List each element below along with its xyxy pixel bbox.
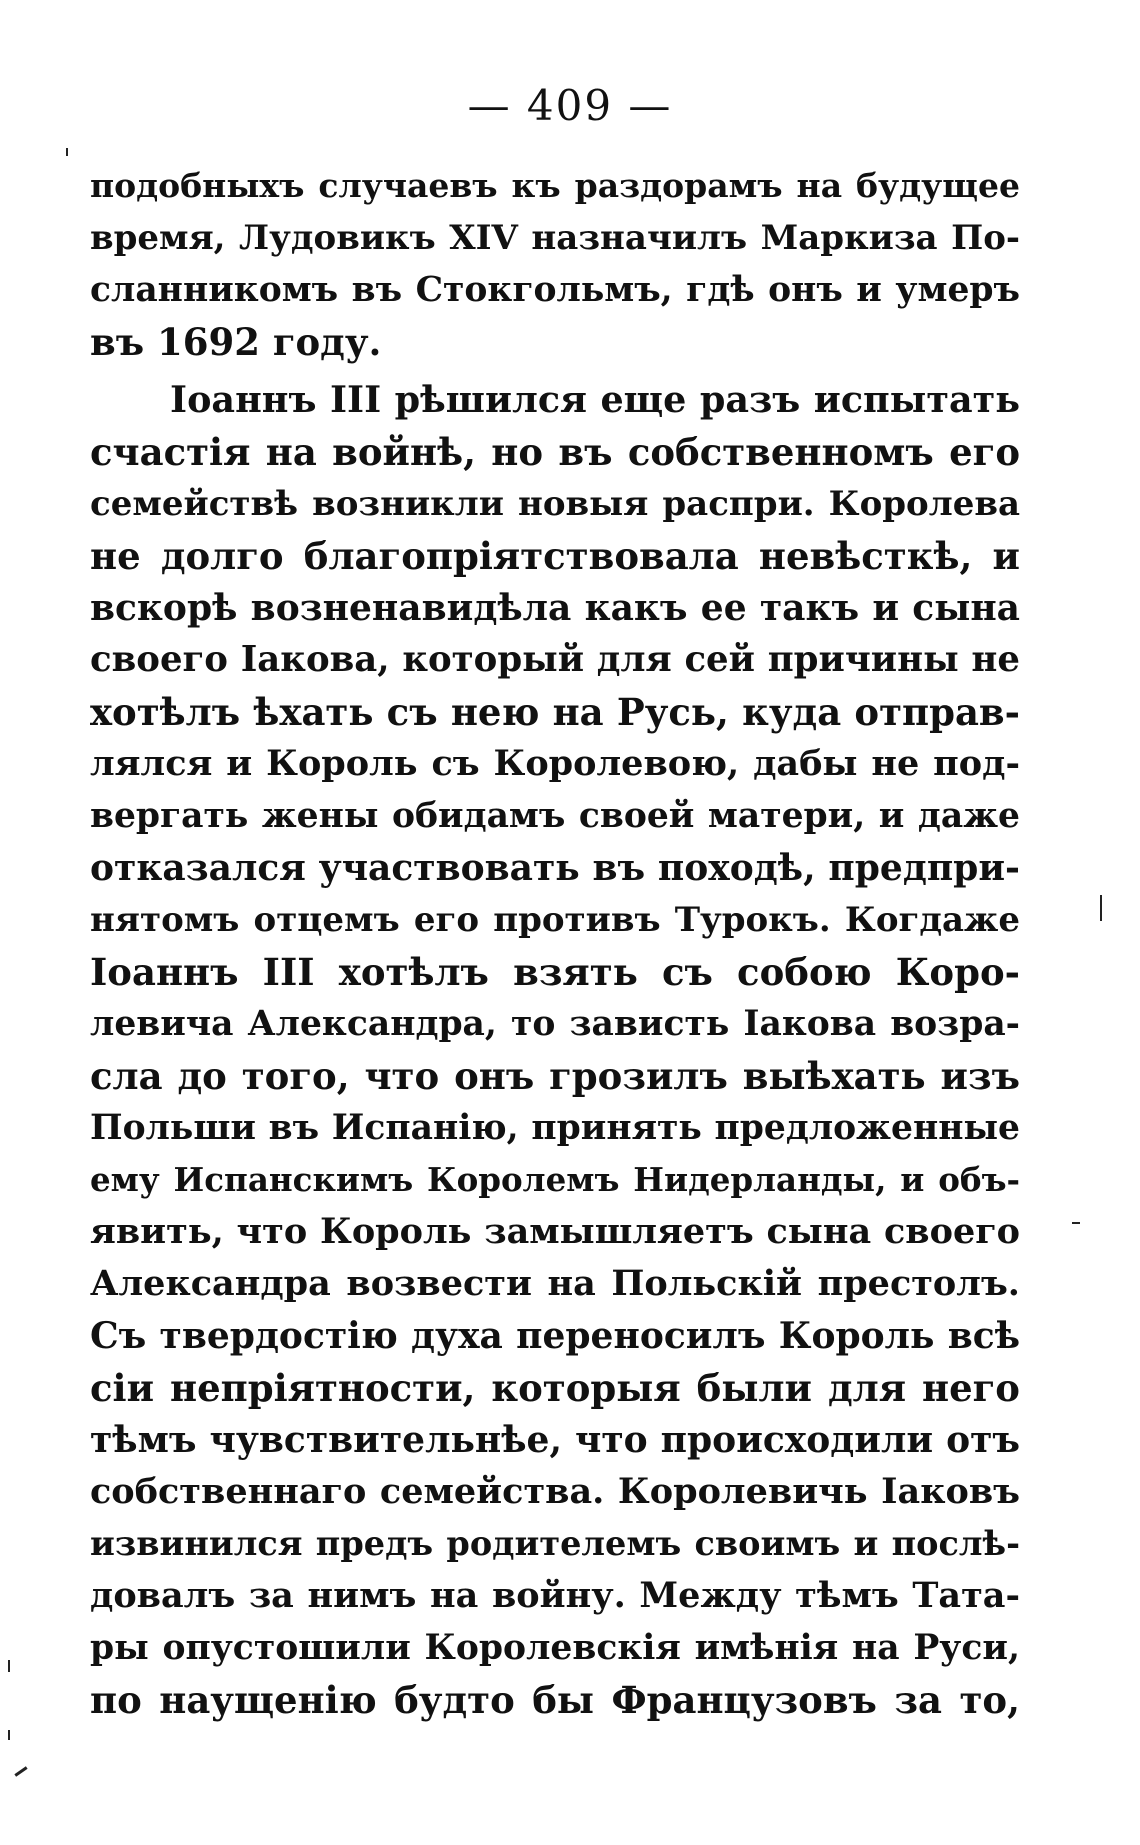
text-line: извинился предъ родителемъ своимъ и послѣ- bbox=[90, 1524, 1020, 1563]
scan-speck bbox=[1072, 1222, 1080, 1224]
text-line: хотѣлъ ѣхать съ нею на Русь, куда отправ- bbox=[90, 690, 1020, 734]
text-line: семействѣ возникли новыя распри. Королева bbox=[90, 484, 1020, 524]
text-line: Іоаннъ III хотѣлъ взять съ собою Коро- bbox=[90, 950, 1020, 994]
text-line: не долго благопріятствовала невѣсткѣ, и bbox=[90, 534, 1020, 578]
text-line: по наущенію будто бы Французовъ за то, bbox=[90, 1678, 1020, 1722]
page-body bbox=[90, 160, 1020, 1726]
text-line: своего Іакова, который для сей причины не bbox=[90, 639, 1020, 680]
text-line: сла до того, что онъ грозилъ выѣхать изъ bbox=[90, 1054, 1020, 1098]
text-line: Іоаннъ III рѣшился еще разъ испытать bbox=[170, 378, 1020, 421]
text-line: явить, что Король замышляетъ сына своего bbox=[90, 1211, 1020, 1252]
text-line: ры опустошили Королевскія имѣнія на Руси, bbox=[90, 1628, 1020, 1668]
text-line: Александра возвести на Польскій престолъ. bbox=[90, 1263, 1020, 1304]
page-number: — 409 — bbox=[467, 81, 673, 130]
text-line: тѣмъ чувствительнѣе, что происходили отъ bbox=[90, 1419, 1020, 1461]
text-line: счастія на войнѣ, но въ собственномъ его bbox=[90, 430, 1020, 474]
scan-speck bbox=[1100, 895, 1102, 921]
text-line: лялся и Король съ Королевою, дабы не под- bbox=[90, 743, 1020, 784]
text-line: Съ твердостію духа переносилъ Король всѣ bbox=[90, 1315, 1020, 1357]
text-line: сіи непріятности, которыя были для него bbox=[90, 1366, 1020, 1410]
text-line: нятомъ отцемъ его противъ Турокъ. Когдаже bbox=[90, 900, 1020, 940]
text-line: собственнаго семейства. Королевичь Іаковъ bbox=[90, 1471, 1020, 1512]
scan-speck bbox=[8, 1660, 10, 1672]
scan-speck bbox=[66, 148, 68, 156]
text-line: подобныхъ случаевъ къ раздорамъ на будущее bbox=[90, 166, 1020, 205]
scan-speck bbox=[8, 1730, 10, 1740]
text-line: ему Испанскимъ Королемъ Нидерланды, и объ- bbox=[90, 1160, 1020, 1199]
text-line: вергать жены обидамъ своей матери, и даже bbox=[90, 796, 1020, 836]
text-line: Польши въ Испанію, принять предложенные bbox=[90, 1108, 1020, 1148]
text-line: отказался участвовать въ походѣ, предпри- bbox=[90, 847, 1020, 889]
scan-speck bbox=[14, 1766, 27, 1776]
text-line: сланникомъ въ Стокгольмъ, гдѣ онъ и умеръ bbox=[90, 270, 1020, 310]
paragraph-2 bbox=[90, 374, 1020, 1726]
text-line: въ 1692 году. bbox=[90, 320, 382, 364]
paragraph-1 bbox=[90, 160, 1020, 368]
text-line: довалъ за нимъ на войну. Между тѣмъ Тата- bbox=[90, 1575, 1020, 1616]
text-line: левича Александра, то зависть Іакова возра- bbox=[90, 1004, 1020, 1044]
text-line: вскорѣ возненавидѣла какъ ее такъ и сына bbox=[90, 587, 1020, 629]
text-line: время, Лудовикъ XIV назначилъ Маркиза По- bbox=[90, 218, 1020, 258]
